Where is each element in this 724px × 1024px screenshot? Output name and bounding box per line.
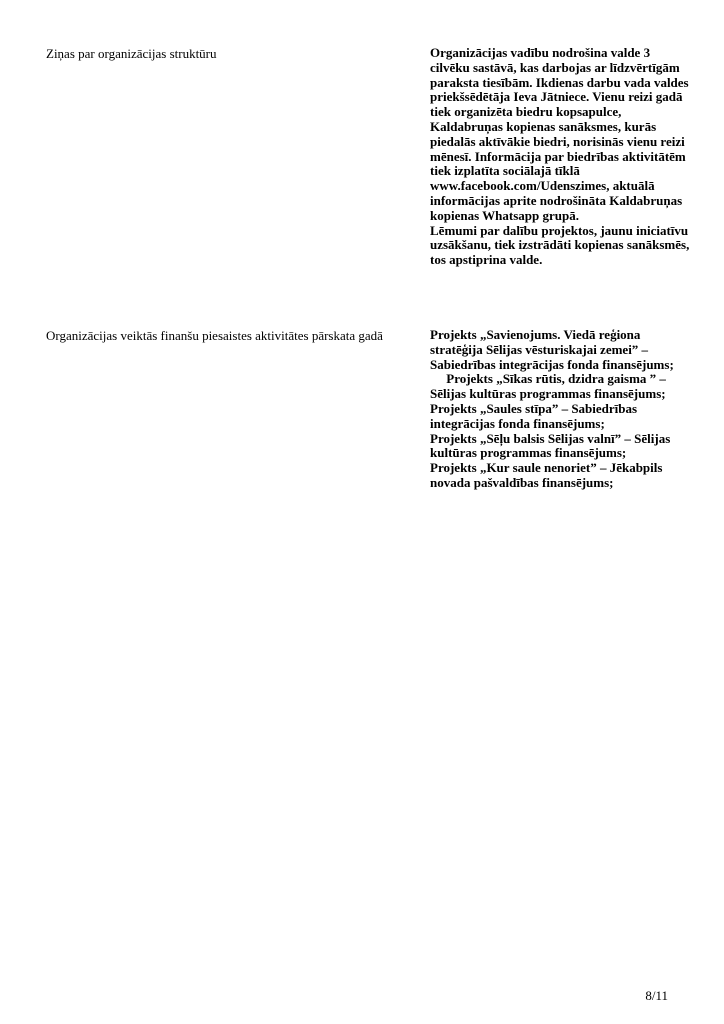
funding-paragraph: Projekts „Sēļu balsis Sēlijas valnī” – Sēlijas kultūras programmas finansējums; bbox=[430, 430, 671, 461]
structure-paragraph: Organizācijas vadību nodrošina valde 3 cilvēku sastāvā, kas darbojas ar līdzvērtīgām paraksta tiesībām. Ikdienas darbu vada valdes priekšsēdētāja Ieva Jātniece. Vienu reizi gadā tiek organizēta biedru kopsapulce, Kaldabruņas kopienas sanāksmes, kurās piedalās aktīvākie biedri, norisinās vienu reizi mēnesī. Informācija par biedrības aktivitātēm tiek izplatīta sociālajā tīklā www.facebook.com/Udenszimes, aktuālā informācijas aprite nodrošināta Kaldabruņas kopienas Whatsapp grupā. bbox=[430, 45, 689, 223]
page-number: 8/11 bbox=[645, 988, 668, 1003]
funding-value bbox=[430, 328, 690, 491]
funding-paragraph: Projekts „Sīkas rūtis, dzidra gaisma ” – Sēlijas kultūras programmas finansējums; Projekts „Saules stīpa” – Sabiedrības integrācijas fonda finansējums; bbox=[430, 371, 679, 431]
funding-paragraph: Projekts „Kur saule nenoriet” – Jēkabpils novada pašvaldības finansējums; bbox=[430, 460, 663, 490]
funding-label: Organizācijas veiktās finanšu piesaistes aktivitātes pārskata gadā bbox=[46, 328, 383, 343]
structure-value bbox=[430, 46, 690, 268]
funding-paragraph: Projekts „Savienojums. Viedā reģiona stratēģija Sēlijas vēsturiskajai zemei” – Sabiedrības integrācijas fonda finansējums; bbox=[430, 327, 674, 372]
structure-paragraph: Lēmumi par dalību projektos, jaunu iniciatīvu uzsākšanu, tiek izstrādāti kopienas sanāksmēs, tos apstiprina valde. bbox=[430, 222, 690, 268]
structure-label: Ziņas par organizācijas struktūru bbox=[46, 46, 217, 61]
